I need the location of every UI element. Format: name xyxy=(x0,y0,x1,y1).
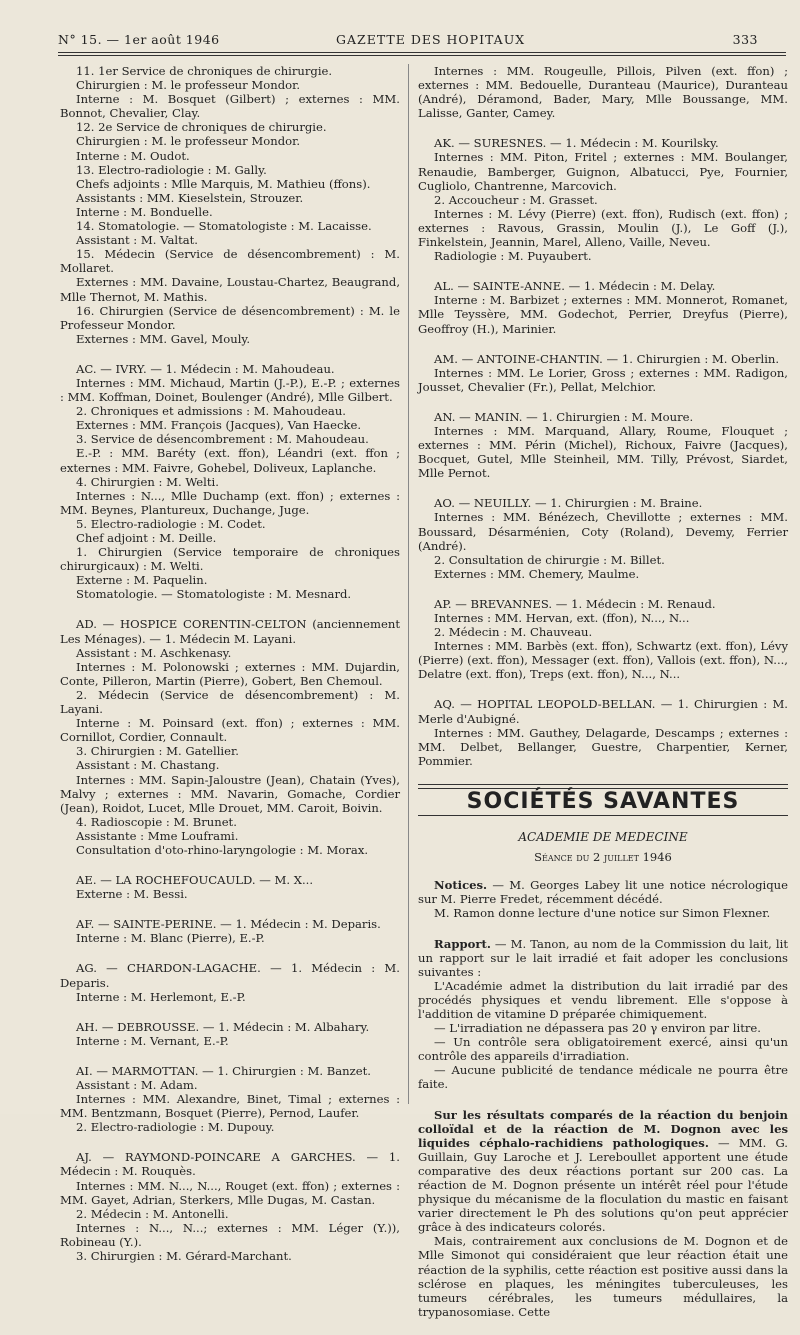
rapport-paragraph: — Aucune publicité de tendance médicale ne pourra être faite. xyxy=(418,1063,788,1092)
text-line: 2. Médecin : M. Chauveau. xyxy=(434,625,593,640)
rapport-text: — M. Tanon, au nom de la Commission du lait, lit un rapport sur le lait irradié et fait adoper les conclusions suivantes : xyxy=(418,936,788,979)
text-line: Assistant : M. Aschkenasy. xyxy=(76,645,232,660)
text-line: Interne : M. Bonduelle. xyxy=(76,204,213,219)
text-line: Internes : MM. Rougeulle, Pillois, Pilven (ext. ffon) ; externes : MM. Bedouelle, Duranteau (Maurice), Duranteau (André), Déramond, Bader, Mary, Mlle Boussange, MM. Lalisse, Ganter, Camey. xyxy=(418,64,788,121)
text-line: 13. Electro-radiologie : M. Gally. xyxy=(76,162,267,177)
left-column xyxy=(60,64,400,1279)
section-rule xyxy=(418,815,788,816)
text-line: 2. Médecin (Service de désencombrement) : M. Layani. xyxy=(60,687,400,717)
text-line: 15. Médecin (Service de désencombrement) : M. Mollaret. xyxy=(60,247,400,276)
header-rule-double xyxy=(58,55,786,56)
section-heading: AF. — SAINTE-PERINE. — 1. Médecin : M. Deparis. xyxy=(76,917,381,932)
text-line: 3. Chirurgien : M. Gérard-Marchant. xyxy=(76,1249,292,1264)
text-line: Internes : MM. Marquand, Allary, Roume, Flouquet ; externes : MM. Périn (Michel), Richoux, Faivre (Jacques), Bocquet, Gutel, Mlle Steinheil, MM. Tilly, Prévost, Siardet, Mlle Pernot. xyxy=(418,423,788,481)
text-line: 3. Chirurgien : M. Gatellier. xyxy=(76,744,239,759)
text-line: 16. Chirurgien (Service de désencombrement) : M. le Professeur Mondor. xyxy=(60,303,400,332)
text-line: Interne : M. Barbizet ; externes : MM. Monnerot, Romanet, Mlle Teyssère, MM. Godechot, Perrier, Dreyfus (Pierre), Geoffroy (H.), Marinier. xyxy=(418,293,788,336)
section-heading: AL. — SAINTE-ANNE. — 1. Médecin : M. Delay. xyxy=(434,279,716,294)
rapport-heading: Rapport. xyxy=(434,936,491,951)
text-line: Chefs adjoints : Mlle Marquis, M. Mathieu (ffons). xyxy=(76,176,371,191)
text-line: Internes : N..., N...; externes : MM. Léger (Y.)), Robineau (Y.). xyxy=(60,1220,400,1249)
text-line: 4. Chirurgien : M. Welti. xyxy=(76,474,219,489)
text-line: Internes : MM. Bénézech, Chevillotte ; externes : MM. Boussard, Désarménien, Coty (Roland), Devemy, Ferrier (André). xyxy=(418,510,788,553)
section-heading: AK. — SURESNES. — 1. Médecin : M. Kourilsky. xyxy=(434,136,719,151)
text-line: Internes : N..., Mlle Duchamp (ext. ffon) ; externes : MM. Beynes, Plantureux, Duchange, Juge. xyxy=(60,488,400,517)
text-line: Interne : M. Oudot. xyxy=(76,148,190,163)
text-line: Externes : MM. Gavel, Mouly. xyxy=(76,331,251,346)
text-line: Internes : M. Lévy (Pierre) (ext. ffon), Rudisch (ext. ffon) ; externes : Ravous, Grassin, Moulin (J.), Le Goff (J.), Finkelstein, Jeannin, Marel, Alleno, Vaille, Neveu. xyxy=(418,206,788,250)
right-column xyxy=(418,64,788,1335)
text-line: Interne : M. Bosquet (Gilbert) ; externes : MM. Bonnot, Chevalier, Clay. xyxy=(60,92,400,121)
seance-date: Séance du 2 juillet 1946 xyxy=(534,850,672,865)
text-line: Internes : MM. Piton, Fritel ; externes : MM. Boulanger, Renaudie, Bamberger, Guignon, Albatucci, Pye, Fournier, Cugliolo, Chantrenne, Marcovich. xyxy=(418,150,788,193)
text-line: 14. Stomatologie. — Stomatologiste : M. Lacaisse. xyxy=(76,219,372,234)
rapport-paragraph: — L'irradiation ne dépassera pas 20 γ environ par litre. xyxy=(434,1021,761,1036)
text-line: Stomatologie. — Stomatologiste : M. Mesnard. xyxy=(76,587,352,602)
text-line: Externes : MM. François (Jacques), Van Haecke. xyxy=(76,418,362,433)
issue-number: N° 15. — 1er août 1946 xyxy=(58,32,220,47)
text-line: E.-P. : MM. Baréty (ext. ffon), Léandri (ext. ffon ; externes : MM. Faivre, Gohebel, Doliveux, Laplanche. xyxy=(60,446,400,475)
section-rule xyxy=(418,784,788,785)
text-line: Chef adjoint : M. Deille. xyxy=(76,531,217,545)
section-heading: AN. — MANIN. — 1. Chirurgien : M. Moure. xyxy=(434,409,694,424)
text-line: Assistant : M. Adam. xyxy=(76,1078,198,1092)
text-line: Interne : M. Herlemont, E.-P. xyxy=(76,989,246,1004)
text-line: Interne : M. Poinsard (ext. ffon) ; externes : MM. Cornillot, Cordier, Connault. xyxy=(60,716,400,745)
section-heading: AG. — CHARDON-LAGACHE. — 1. Médecin : M. Deparis. xyxy=(60,961,400,990)
text-line: 2. Accoucheur : M. Grasset. xyxy=(434,192,598,207)
text-line: 2. Electro-radiologie : M. Dupouy. xyxy=(76,1120,275,1135)
rapport-paragraph: L'Académie admet la distribution du lait irradié par des procédés physiques et vendu librement. Elle s'oppose à l'addition de vitamine D préparée chimiquement. xyxy=(418,978,788,1021)
text-line: Interne : M. Blanc (Pierre), E.-P. xyxy=(76,931,265,946)
text-line: Internes : MM. Hervan, ext. (ffon), N..., N... xyxy=(434,611,690,625)
text-line: 2. Médecin : M. Antonelli. xyxy=(76,1206,229,1221)
text-line: Internes : M. Polonowski ; externes : MM. Dujardin, Conte, Pilleron, Martin (Pierre), Gobert, Ben Chemoul. xyxy=(60,659,400,688)
notices-text-2: M. Ramon donne lecture d'une notice sur Simon Flexner. xyxy=(434,906,771,921)
text-line: Radiologie : M. Puyaubert. xyxy=(434,249,592,264)
header-rule xyxy=(58,52,786,53)
benjoin-paragraph: Mais, contrairement aux conclusions de M. Dognon et de Mlle Simonot qui considéraient que leur réaction était une réaction de la syphilis, cette réaction est positive aussi dans la sclérose en plaques, les méningites tuberculeuses, les tumeurs cérébrales, les tumeurs médullaires, la trypanosomiase. Cette xyxy=(418,1234,788,1319)
section-heading: AP. — BREVANNES. — 1. Médecin : M. Renaud. xyxy=(434,596,716,611)
societes-title: SOCIÉTÉS SAVANTES xyxy=(466,788,740,814)
section-heading: AO. — NEUILLY. — 1. Chirurgien : M. Braine. xyxy=(434,496,703,511)
text-line: Assistant : M. Chastang. xyxy=(76,758,220,773)
text-line: Internes : MM. Sapin-Jaloustre (Jean), Chatain (Yves), Malvy ; externes : MM. Navarin, Gomache, Cordier (Jean), Roidot, Lucet, Mlle Drouet, MM. Caroit, Boivin. xyxy=(60,772,400,815)
section-heading: AM. — ANTOINE-CHANTIN. — 1. Chirurgien : M. Oberlin. xyxy=(434,351,780,366)
section-heading: AI. — MARMOTTAN. — 1. Chirurgien : M. Banzet. xyxy=(76,1063,371,1078)
text-line: Consultation d'oto-rhino-laryngologie : M. Morax. xyxy=(76,842,369,857)
text-line: 2. Chroniques et admissions : M. Mahoudeau. xyxy=(76,404,346,419)
text-line: Assistante : Mme Louframi. xyxy=(76,828,239,843)
benjoin-heading: Sur les résultats comparés de la réaction du benjoin colloïdal et de la réaction de M. Dognon avec les liquides céphalo-rachidiens pathologiques. xyxy=(418,1107,788,1150)
text-line: Chirurgien : M. le professeur Mondor. xyxy=(76,134,301,149)
section-heading: AC. — IVRY. — 1. Médecin : M. Mahoudeau. xyxy=(76,361,335,376)
rapport-paragraph: — Un contrôle sera obligatoirement exercé, ainsi qu'un contrôle des appareils d'irradiation. xyxy=(418,1035,788,1064)
text-line: Internes : MM. Barbès (ext. ffon), Schwartz (ext. ffon), Lévy (Pierre) (ext. ffon), Messager (ext. ffon), Vallois (ext. ffon), N..., Delatre (ext. ffon), Treps (ext. ffon), N..., N... xyxy=(418,639,788,682)
text-line: 12. 2e Service de chroniques de chirurgie. xyxy=(76,120,327,135)
text-line: Assistant : M. Valtat. xyxy=(76,233,198,248)
text-line: Externes : MM. Davaine, Loustau-Chartez, Beaugrand, Mlle Thernot, M. Mathis. xyxy=(60,275,400,304)
journal-title: GAZETTE DES HOPITAUX xyxy=(336,32,526,47)
text-line: Interne : M. Vernant, E.-P. xyxy=(76,1033,229,1048)
text-line: Internes : MM. Gauthey, Delagarde, Descamps ; externes : MM. Delbet, Bellanger, Guestre, Charpentier, Kerner, Pommier. xyxy=(418,725,788,768)
section-heading: AD. — HOSPICE CORENTIN-CELTON (anciennement Les Ménages). — 1. Médecin M. Layani. xyxy=(60,617,400,646)
notices-text: — M. Georges Labey lit une notice nécrologique sur M. Pierre Fredet, récemment décédé. xyxy=(418,878,788,907)
text-line: 4. Radioscopie : M. Brunet. xyxy=(76,814,237,829)
text-line: Internes : MM. Le Lorier, Gross ; externes : MM. Radigon, Jousset, Chevalier (Fr.), Pellat, Melchior. xyxy=(418,365,788,394)
section-heading: AJ. — RAYMOND-POINCARE A GARCHES. — 1. Médecin : M. Rouquès. xyxy=(60,1150,400,1179)
section-heading: AE. — LA ROCHEFOUCAULD. — M. X... xyxy=(76,873,314,888)
text-line: Internes : MM. Alexandre, Binet, Timal ; externes : MM. Bentzmann, Bosquet (Pierre), Pernod, Laufer. xyxy=(60,1092,400,1121)
text-line: 5. Electro-radiologie : M. Codet. xyxy=(76,516,266,531)
text-line: Externe : M. Paquelin. xyxy=(76,573,208,588)
text-line: Internes : MM. N..., N..., Rouget (ext. ffon) ; externes : MM. Gayet, Adrian, Sterkers, Mlle Dugas, M. Castan. xyxy=(60,1178,400,1207)
section-heading: AQ. — HOPITAL LEOPOLD-BELLAN. — 1. Chirurgien : M. Merle d'Aubigné. xyxy=(418,697,788,726)
page-header xyxy=(58,32,758,54)
benjoin-text: — MM. G. Guillain, Guy Laroche et J. Lereboullet apportent une étude comparative des deux réactions portant sur 200 cas. La réaction de M. Dognon présente un intérêt réel pour l'étude physique du mécanisme de la floculation du mastic en faisant varier directement le Ph des solutions qu'on peut apprécier grâce à des indicateurs colorés. xyxy=(418,1135,788,1235)
section-heading: AH. — DEBROUSSE. — 1. Médecin : M. Albahary. xyxy=(76,1019,370,1034)
text-line: 11. 1er Service de chroniques de chirurgie. xyxy=(76,64,333,78)
text-line: 2. Consultation de chirurgie : M. Billet. xyxy=(434,552,665,567)
text-line: 1. Chirurgien (Service temporaire de chroniques chirurgicaux) : M. Welti. xyxy=(60,545,400,574)
text-line: Externe : M. Bessi. xyxy=(76,887,188,902)
notices-heading: Notices. xyxy=(434,878,488,893)
text-line: 3. Service de désencombrement : M. Mahoudeau. xyxy=(76,432,369,447)
text-line: Chirurgien : M. le professeur Mondor. xyxy=(76,78,301,93)
text-line: Internes : MM. Michaud, Martin (J.-P.), E.-P. ; externes : MM. Koffman, Doinet, Boulenger (André), Mlle Gilbert. xyxy=(60,375,400,405)
text-line: Externes : MM. Chemery, Maulme. xyxy=(434,566,640,581)
column-divider xyxy=(408,64,409,1104)
academy-heading: ACADEMIE DE MEDECINE xyxy=(518,830,688,845)
text-line: Assistants : MM. Kieselstein, Strouzer. xyxy=(76,190,304,205)
page-number: 333 xyxy=(732,32,758,47)
